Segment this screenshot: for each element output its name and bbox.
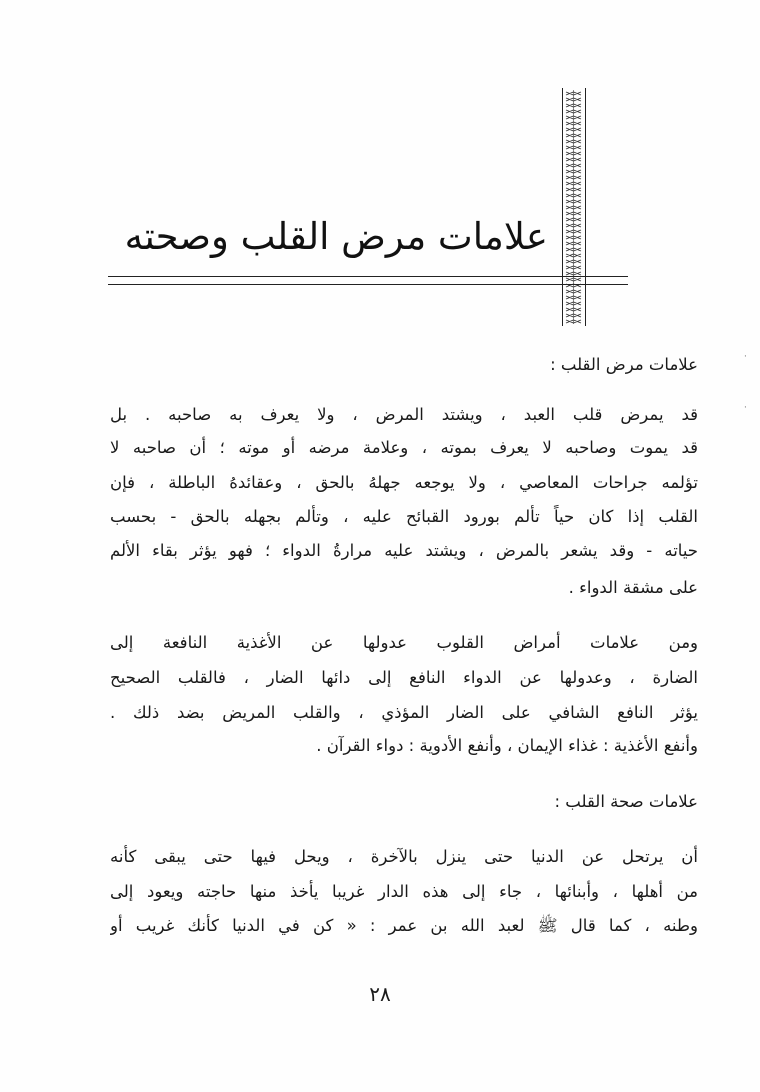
paragraph-line: تؤلمه جراحات المعاصي ، ولا يوجعه جهلهُ بالحق ، وعقائدهُ الباطلة ، فإن xyxy=(110,473,698,492)
paragraph-line: قد يمرض قلب العبد ، ويشتد المرض ، ولا يعرف به صاحبه . بل xyxy=(110,405,698,424)
paragraph-line: من أهلها ، وأبنائها ، جاء إلى هذه الدار غريبا يأخذ منها حاجته ويعود إلى xyxy=(110,882,698,901)
paragraph-line: أن يرتحل عن الدنيا حتى ينزل بالآخرة ، ويحل فيها حتى يبقى كأنه xyxy=(110,847,698,866)
page-number: ٢٨ xyxy=(369,982,391,1006)
title-rule-top xyxy=(108,276,628,277)
paragraph-line: الضارة ، وعدولها عن الدواء النافع إلى دائها الضار ، فالقلب الصحيح xyxy=(110,668,698,687)
chapter-title: علامات مرض القلب وصحته xyxy=(124,215,548,258)
section-heading-health: علامات صحة القلب : xyxy=(554,792,698,811)
scan-speck: · xyxy=(744,352,747,362)
decorative-border-ornament xyxy=(562,88,586,326)
paragraph-line: حياته - وقد يشعر بالمرض ، ويشتد عليه مرارةُ الدواء ؛ فهو يؤثر بقاء الألم xyxy=(110,541,698,560)
paragraph-line: وطنه ، كما قال ﷺ لعبد الله بن عمر : « كن في الدنيا كأنك غريب أو xyxy=(110,916,698,935)
paragraph-line: يؤثر النافع الشافي على الضار المؤذي ، والقلب المريض بضد ذلك . xyxy=(110,703,698,722)
paragraph-line: على مشقة الدواء . xyxy=(568,578,698,597)
section-heading-disease: علامات مرض القلب : xyxy=(550,355,698,374)
paragraph-line: وأنفع الأغذية : غذاء الإيمان ، وأنفع الأدوية : دواء القرآن . xyxy=(316,736,698,755)
paragraph-line: القلب إذا كان حياً تألم بورود القبائح عليه ، وتألم بجهله بالحق - بحسب xyxy=(110,507,698,526)
paragraph-line: ومن علامات أمراض القلوب عدولها عن الأغذية النافعة إلى xyxy=(110,633,698,652)
scan-speck: · xyxy=(744,403,747,413)
paragraph-line: قد يموت وصاحبه لا يعرف بموته ، وعلامة مرضه أو موته ؛ أن صاحبه لا xyxy=(110,438,698,457)
title-rule-bottom xyxy=(108,284,628,285)
